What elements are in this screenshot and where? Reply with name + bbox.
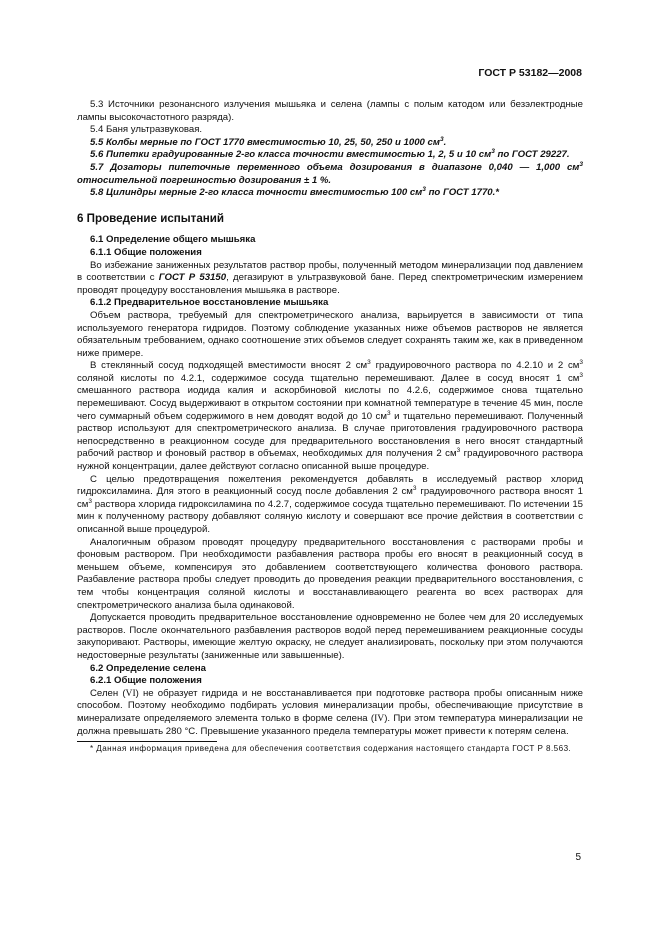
section-6-2-title: 6.2 Определение селена xyxy=(90,662,206,674)
section-6-1-title: 6.1 Определение общего мышьяка xyxy=(90,234,256,246)
item-5-8: 5.8 Цилиндры мерные 2-го класса точности вместимостью 100 $см^3$ по ГОСТ 1770.* xyxy=(90,185,500,199)
paragraph-6-1-2-5: Допускается проводить предварительное восстановление одновременно не более чем для 20 исследуемых растворов. После окончательного разбавления растворов водой перед перемешиванием реакционные сосуды закупоривают. Растворы, имеющие желтую окраску, не следует анализировать, поскольку при этом получаются недостоверные результаты (заниженные или завышенные). xyxy=(77,612,583,661)
item-5-5: 5.5 Колбы мерные по ГОСТ 1770 вместимостью 10, 25, 50, 250 и 1000 $см^3$. xyxy=(90,135,447,148)
footnote: * Данная информация приведена для обеспечения соответствия содержания настоящего стандарта ГОСТ Р 8.563. xyxy=(90,744,572,754)
footnote-divider xyxy=(77,741,217,742)
item-5-3: 5.3 Источники резонансного излучения мышьяка и селена (лампы с полым катодом или безэлектродные лампы высокочастотного разряда). xyxy=(77,99,583,123)
section-6-title: 6 Проведение испытаний xyxy=(77,211,225,225)
paragraph-6-1-2-4: Аналогичным образом проводят процедуру предварительного восстановления с растворами пробы и фоновым раствором. При необходимости разбавления раствора пробы его вносят в реакционный сосуд в меньшем объеме, компенсируя это добавлением соответствующего количества фонового раствора. Разбавление раствора пробы следует проводить до проведения реакции предварительного восстановления, с тем чтобы концентрация соляной кислоты и восстанавливающего реагента во всех растворах для спектрометрического анализа была одинаковой. xyxy=(77,536,583,611)
paragraph-6-1-1: Во избежание заниженных результатов раствор пробы, полученный методом минерализации под давлением в соответствии с ГОСТ Р 53150, дегазируют в ультразвуковой бане. Перед спектрометрическим измерением проводят процедуру восстановления мышьяка в растворе. xyxy=(77,259,583,296)
section-6-1-2-title: 6.1.2 Предварительное восстановление мышьяка xyxy=(90,297,329,309)
item-5-7: 5.7 Дозаторы пипеточные переменного объема дозирования в диапазоне 0,040 — 1,000 $см^3$ относительной погрешностью дозирования ± 1 %. xyxy=(77,160,583,186)
paragraph-6-1-2-2: В стеклянный сосуд подходящей вместимости вносят 2 $см^3$ градуировочного раствора по 4.2.10 и 2 $см^3$ соляной кислоты по 4.2.1, содержимое сосуда тщательно перемешивают. Далее в сосуд вносят 1 $см^3$ смешанного раствора иодида калия и аскорбиновой кислоты по 4.2.6, содержимое снова тщательно перемешивают. Сосуд выдерживают в открытом состоянии при комнатной температуре в течение 45 мин, после чего суммарный объем содержимого в нем доводят водой до 10 $см^3$ и тщательно перемешивают. Полученный раствор используют для спектрометрического анализа. В случае приготовления градуировочного раствора непосредственно в реакционном сосуде для предварительного восстановления в него вносят стандартный рабочий раствор и фоновый раствор в объемах, необходимых для получения 2 $см^3$ градуировочного раствора нужной концентрации, далее действуют согласно описанной выше процедуре. xyxy=(77,359,583,473)
paragraph-6-1-2-1: Объем раствора, требуемый для спектрометрического анализа, варьируется в зависимости от типа используемого генератора гидридов. Поэтому соблюдение указанных ниже объемов растворов не является обязательным требованием, однако соотношение этих объемов следует сохранять таким же, как в приведенном ниже примере. xyxy=(77,309,583,359)
paragraph-6-1-2-3: С целью предотвращения пожелтения рекомендуется добавлять в исследуемый раствор хлорид гидроксиламина. Для этого в реакционный сосуд после добавления 2 $см^3$ градуировочного раствора вносят 1 $см^3$ раствора хлорида гидроксиламина по 4.2.7, содержимое сосуда тщательно перемешивают. По истечении 15 мин к полученному раствору добавляют соляную кислоту и совершают все прочие действия в соответствии с описанной выше процедурой. xyxy=(77,473,584,535)
page-number: 5 xyxy=(575,852,581,863)
document-body xyxy=(77,99,583,755)
section-6-1-1-title: 6.1.1 Общие положения xyxy=(90,246,202,258)
paragraph-6-2-1: Селен (VI) не образует гидрида и не восстанавливается при подготовке раствора пробы описанным ниже способом. Поэтому необходимо подбирать условия минерализации пробы, обеспечивающие присутствие в минерализате определяемого элемента только в форме селена (IV). При этом температура минерализации не должна превышать 280 °С. Превышение указанного предела температуры может привести к потерям селена. xyxy=(77,687,583,737)
item-5-6: 5.6 Пипетки градуированные 2-го класса точности вместимостью 1, 2, 5 и 10 $см^3$ по ГОСТ 29227. xyxy=(90,148,570,161)
item-5-4: 5.4 Баня ультразвуковая. xyxy=(90,124,203,136)
section-6-2-1-title: 6.2.1 Общие положения xyxy=(90,675,202,687)
standard-reference: ГОСТ Р 53150 xyxy=(158,272,227,284)
document-header-id: ГОСТ Р 53182—2008 xyxy=(478,67,582,79)
